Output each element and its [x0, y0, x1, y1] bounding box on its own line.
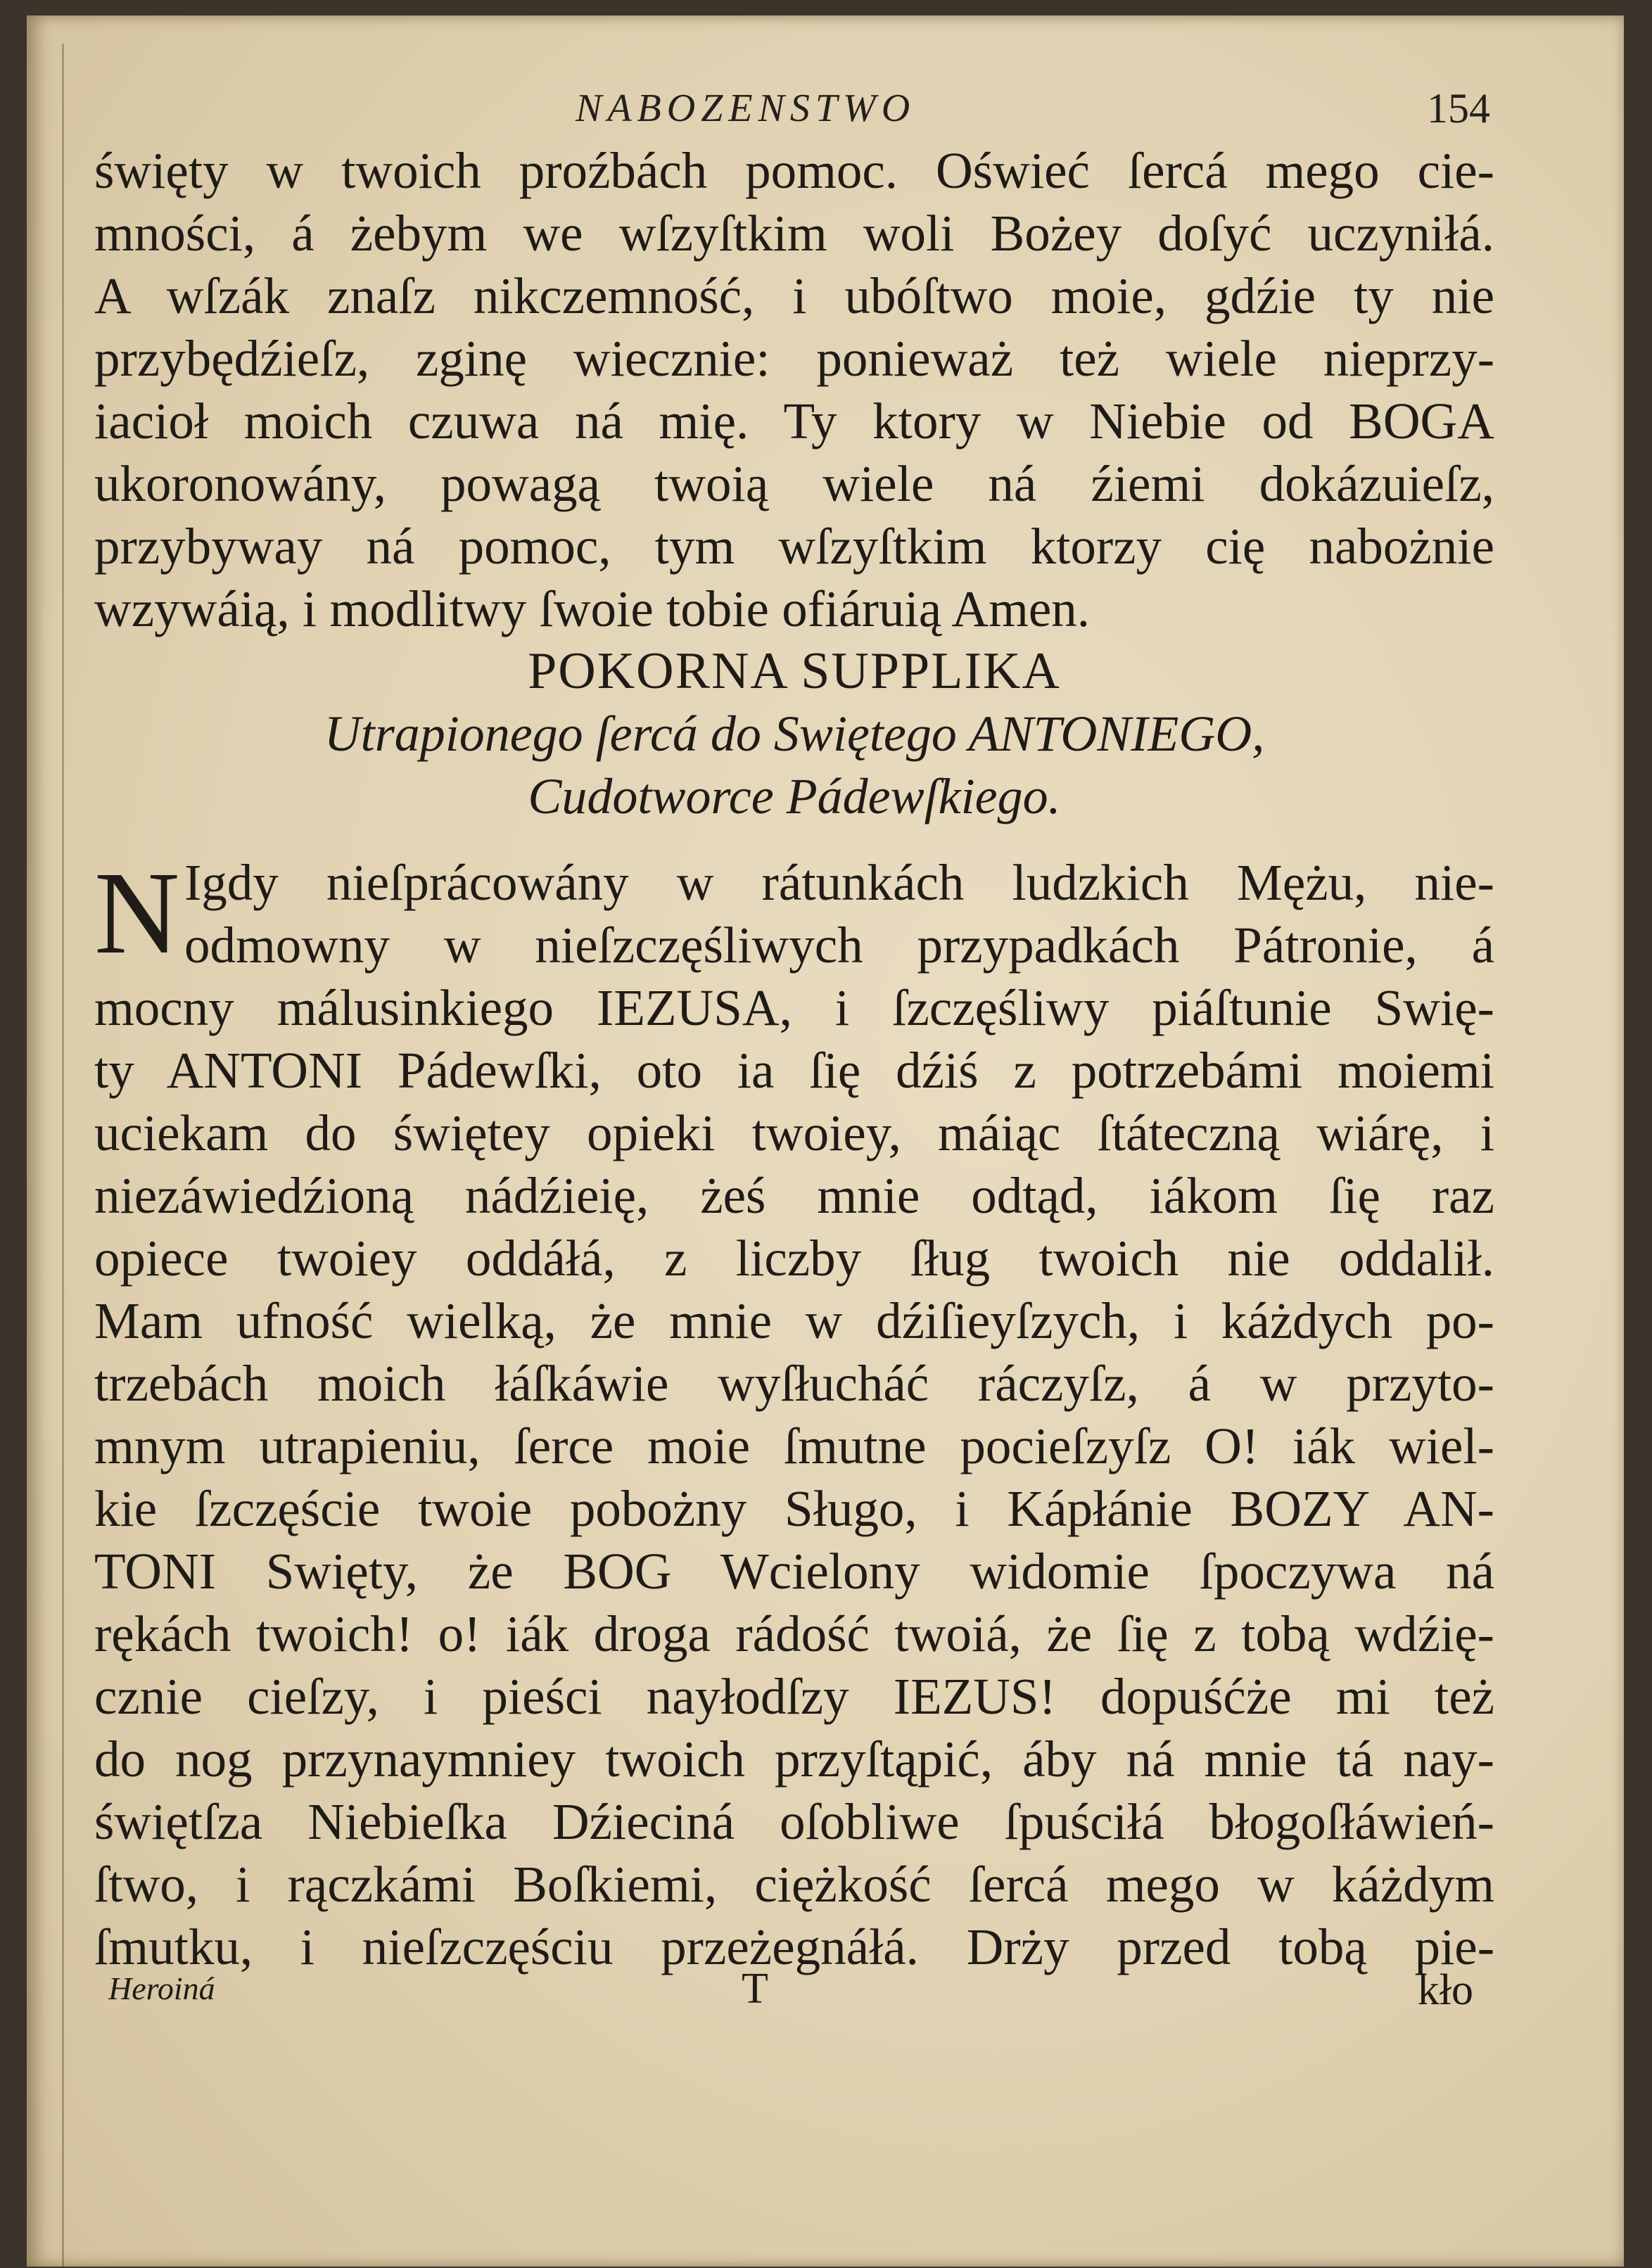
running-head: [27, 77, 1624, 141]
text-line: A wſzák znaſz nikczemność, i ubóſtwo moie, gdźie ty nie: [94, 267, 1494, 324]
supplika-text: [94, 848, 1494, 1978]
text-line: ukoronowány, powagą twoią wiele ná źiemi dokázuieſz,: [94, 455, 1494, 512]
page-number: 154: [1427, 85, 1490, 132]
text-line: mności, á żebym we wſzyſtkim woli Bożey doſyć uczyniłá.: [94, 205, 1494, 262]
drop-cap: N: [94, 848, 180, 979]
book-page: [27, 15, 1624, 2267]
running-title: NABOZENSTWO: [576, 87, 916, 130]
catchword: kło: [1417, 1966, 1473, 2014]
section-subtitle: Utrapionego ſercá do Swiętego ANTONIEGO,: [324, 706, 1265, 762]
section-title: POKORNA SUPPLIKA: [528, 642, 1061, 700]
text-line: ſmutku, i nieſzczęściu przeżegnáłá. Drży przed tobą pie-: [94, 1918, 1494, 1975]
text-line: przybędźieſz, zginę wiecznie: ponieważ też wiele nieprzy-: [94, 330, 1494, 387]
text-line: Igdy nieſprácowány w rátunkách ludzkich Mężu, nie-: [184, 854, 1494, 911]
text-line: do nog przynaymniey twoich przyſtąpić, áby ná mnie tá nay-: [94, 1731, 1494, 1788]
text-line: odmowny w nieſzczęśliwych przypadkách Pátronie, á: [184, 917, 1494, 974]
section-subtitle-line2: Cudotworce Pádewſkiego.: [528, 768, 1061, 824]
text-line: trzebách moich łáſkáwie wyſłucháć ráczyſz, á w przyto-: [94, 1355, 1494, 1412]
text-line: mocny málusinkiego IEZUSA, i ſzczęśliwy piáſtunie Swię-: [94, 979, 1494, 1036]
signature-mark: Heroiná: [108, 1970, 215, 2006]
gutter-line: [62, 44, 64, 2267]
text-line: niezáwiedźioną nádźieię, żeś mnie odtąd, iákom ſię raz: [94, 1167, 1494, 1224]
text-line: cznie cieſzy, i pieści nayłodſzy IEZUS! dopuśćże mi też: [94, 1668, 1494, 1725]
text-line: kie ſzczęście twoie pobożny Sługo, i Kápłánie BOZY AN-: [94, 1480, 1494, 1537]
text-line: iacioł moich czuwa ná mię. Ty ktory w Niebie od BOGA: [94, 393, 1494, 450]
text-line: mnym utrapieniu, ſerce moie ſmutne pocieſzyſz O! iák wiel-: [94, 1418, 1494, 1474]
text-line: wzywáią, i modlitwy ſwoie tobie ofiáruią Amen.: [94, 580, 1091, 637]
text-line: Mam ufność wielką, że mnie w dźiſieyſzych, i káżdych po-: [94, 1292, 1494, 1349]
text-line: ty ANTONI Pádewſki, oto ia ſię dźiś z potrzebámi moiemi: [94, 1042, 1494, 1099]
text-line: święty w twoich proźbách pomoc. Oświeć ſercá mego cie-: [94, 142, 1494, 199]
text-line: przybyway ná pomoc, tym wſzyſtkim ktorzy cię nabożnie: [94, 518, 1494, 575]
text-line: opiece twoiey oddáłá, z liczby ſług twoich nie oddalił.: [94, 1230, 1494, 1287]
footer-catchline: [94, 1964, 1494, 2020]
gathering-mark: T: [742, 1965, 768, 2013]
prayer-ending: [94, 139, 1494, 828]
text-line: świętſza Niebieſka Dźieciná oſobliwe ſpuściłá błogoſłáwień-: [94, 1793, 1494, 1850]
text-line: uciekam do świętey opieki twoiey, máiąc ſtáteczną wiárę, i: [94, 1104, 1494, 1161]
text-line: ſtwo, i rączkámi Boſkiemi, ciężkość ſercá mego w káżdym: [94, 1856, 1494, 1913]
text-line: rękách twoich! o! iák droga rádość twoiá, że ſię z tobą wdźię-: [94, 1605, 1494, 1662]
text-line: TONI Swięty, że BOG Wcielony widomie ſpoczywa ná: [94, 1543, 1494, 1600]
